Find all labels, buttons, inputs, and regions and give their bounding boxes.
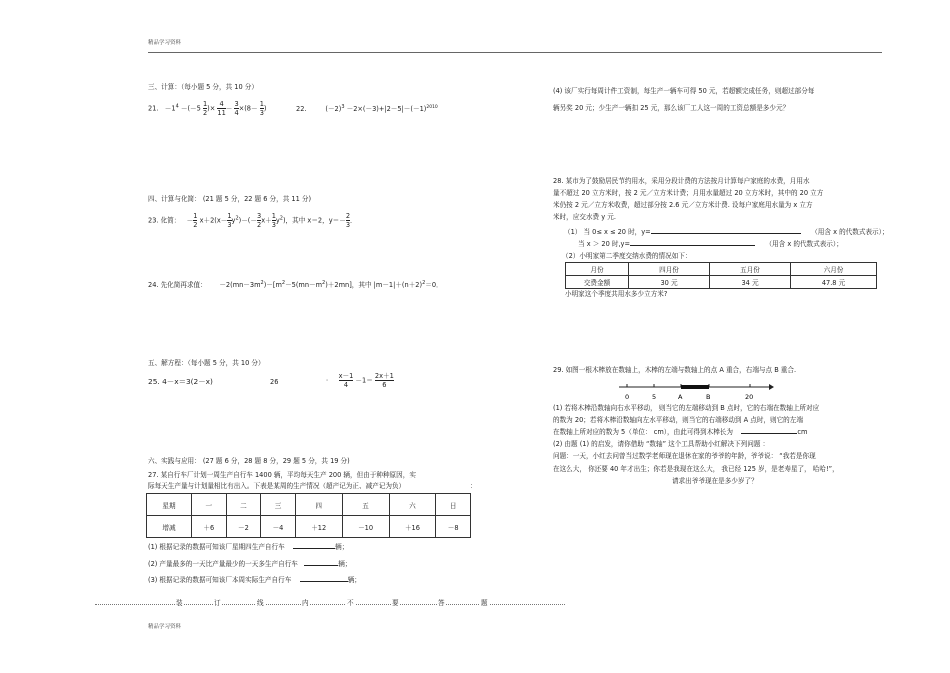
question-27-part4-line2: 辆另奖 20 元；少生产一辆扣 25 元，那么该厂工人这一周的工资总额是多少元？ <box>553 104 790 112</box>
question-28-final: 小明家这个季度共用水多少立方米? <box>565 290 668 298</box>
binding-char: 要 <box>392 599 399 607</box>
question-27-part4-line1: (4) 该厂实行每周计件工资制，每生产一辆车可得 50 元，若超额完成任务，则超过部分每 <box>553 87 815 95</box>
binding-char: 不 <box>347 599 354 607</box>
water-fee-table <box>565 262 877 289</box>
table-cell: －2 <box>226 516 261 538</box>
question-29-part2-line4: 请求出爷爷现在是多少岁了？ <box>672 477 758 485</box>
table-cell: 增减 <box>147 516 192 538</box>
question-29-part1-line2: 的数为 20；若将木棒沿数轴向左水平移动，则当它的右端移动到 A 点时，则它的左端 <box>553 416 803 424</box>
binding-char: 内 <box>302 599 309 607</box>
arrow-icon <box>769 384 774 390</box>
section-6-title: 六、实践与应用： (27 题 6 分，28 题 8 分，29 题 5 分，共 19 分) <box>148 457 350 465</box>
production-table <box>146 493 471 538</box>
binding-char: 装 <box>176 599 183 607</box>
axis-label: 20 <box>745 393 754 401</box>
question-26: · $\frac{x-1}{4}$ －1＝ $\frac{2x+1}{6}$ <box>326 372 394 389</box>
question-24: 24. 先化简再求值： $-2(mn-3m^2)-[m^2-5(mn-m^2)+2mn]$，其中 $|m-1|+(n+2)^2=0$． <box>148 280 443 290</box>
question-27-part2: (2) 产量最多的一天比产量最少的一天多生产自行车 辆； <box>148 560 352 568</box>
axis-label: A <box>678 393 683 401</box>
question-21: 21. $-1^4 -(-5$ $\frac{1}{2}$ )× $\frac{4}{11}$ － $\frac{3}{4}$ ×(8－ $\frac{1}{3}$ ) <box>148 100 267 117</box>
binding-line <box>95 604 565 605</box>
axis-label: B <box>706 393 711 401</box>
section-3-title: 三、计算：（每小题 5 分，共 10 分） <box>148 83 258 91</box>
table-header-cell: 六月份 <box>791 263 877 276</box>
question-29-line1: 29. 如图一根木棒放在数轴上，木棒的左端与数轴上的点 A 重合，右端与点 B 重合. <box>553 366 797 374</box>
question-29-part1-line1: (1) 若将木棒沿数轴向右水平移动， 则当它的左端移动到 B 点时，它的右端在数轴上所对应 <box>553 404 820 412</box>
answer-blank[interactable] <box>293 548 335 549</box>
question-29-part2-line1: (2) 由题 (1) 的启发，请你借助 “数轴” 这个工具帮助小红解决下列问题 ： <box>553 440 770 448</box>
question-28-line3: 米仍按 2 元／立方米收费，超过部分按 2.6 元／立方米计费. 设每户家庭用水量为 x 立方 <box>553 201 813 209</box>
binding-char: 答 <box>438 599 445 607</box>
question-22: 22. $(-2)^3 -2\times(-3)+|2-5|-(-1)^{2010}$ <box>296 104 438 114</box>
binding-char: 线 <box>257 599 264 607</box>
answer-blank[interactable] <box>304 565 338 566</box>
section-5-title: 五、解方程：（每小题 5 分，共 10 分） <box>148 359 265 367</box>
table-cell: ＋12 <box>295 516 342 538</box>
question-27-part3: (3) 根据记录的数据可知该厂本周实际生产自行车 辆； <box>148 576 361 584</box>
table-cell: －10 <box>342 516 389 538</box>
table-header-cell: 星期 <box>147 494 192 516</box>
question-29-part2-line2: 问题：一天，小红去问曾当过数学老师现在退休在家的爷爷的年龄，爷爷说： “我若是你现 <box>553 452 816 460</box>
table-header-cell: 四 <box>295 494 342 516</box>
question-27-colon: ： <box>470 482 477 490</box>
question-27-line2: 际每天生产量与计划量相比有出入。下表是某周的生产情况（超产记为正、减产记为负） <box>148 482 406 490</box>
question-27-line1: 27. 某自行车厂计划一周生产自行车 1400 辆，平均每天生产 200 辆，但由于种种原因，实 <box>148 471 416 479</box>
answer-blank[interactable] <box>741 433 797 434</box>
answer-blank[interactable] <box>300 581 348 582</box>
question-28-part1a: （1） 当 0≤ x ≤ 20 时，y= （用含 x 的代数式表示）； <box>564 228 889 236</box>
question-23: 23. 化简： － $\frac{1}{2}$ x＋2(x－ $\frac{1}{3}$ $y^2)-(-$ $\frac{3}{2}$ x＋ $\frac{1}{3}$ $y^2$)，其中 x＝2，y＝－ $\frac{2}{3}$ ． <box>148 212 357 229</box>
footer-watermark: 精品学习资料 <box>148 624 182 630</box>
question-28-part1b: 当 x ＞ 20 时,y= （用含 x 的代数式表示）； <box>578 240 843 248</box>
table-header-cell: 六 <box>389 494 436 516</box>
table-header-cell: 三 <box>261 494 296 516</box>
table-cell: 47.8 元 <box>791 276 877 289</box>
question-26-label: 26 <box>270 378 279 386</box>
table-cell: 30 元 <box>629 276 710 289</box>
table-cell: 交费金额 <box>566 276 629 289</box>
section-4-title: 四、计算与化简： (21 题 5 分，22 题 6 分，共 11 分) <box>148 195 312 203</box>
question-29-part1-line3: 在数轴上所对应的数为 5（单位： cm），由此可得到木棒长为 cm <box>553 428 808 436</box>
wooden-stick <box>681 385 709 389</box>
answer-blank[interactable] <box>651 233 801 234</box>
table-cell: －8 <box>436 516 471 538</box>
table-header-cell: 四月份 <box>629 263 710 276</box>
answer-blank[interactable] <box>630 245 755 246</box>
binding-char: 订 <box>214 599 221 607</box>
table-header-cell: 日 <box>436 494 471 516</box>
header-watermark-top: 精品学习资料 <box>148 40 182 46</box>
axis-label: 0 <box>625 393 630 401</box>
table-cell: －4 <box>261 516 296 538</box>
axis-label: 5 <box>652 393 657 401</box>
table-header-cell: 五月份 <box>710 263 791 276</box>
question-25: 25. 4－x＝3(2－x) <box>148 377 213 386</box>
question-28-line1: 28. 某市为了鼓励居民节约用水，采用分段计费的方法按月计算每户家庭的水费，月用水 <box>553 177 810 185</box>
question-28-line4: 米时，应交水费 y 元. <box>553 213 616 221</box>
binding-char: 题 <box>481 599 488 607</box>
table-header-cell: 五 <box>342 494 389 516</box>
table-cell: ＋16 <box>389 516 436 538</box>
table-cell: ＋6 <box>192 516 227 538</box>
question-28-part2: （2）小明家第二季度交纳水费的情况如下： <box>562 252 692 260</box>
question-28-line2: 量不超过 20 立方米时，按 2 元／立方米计费；月用水量超过 20 立方米时，其中的 20 立方 <box>553 189 824 197</box>
question-29-part2-line3: 在这么大， 你还要 40 年才出生；你若是我现在这么大， 我已经 125 岁，是老寿星了， 哈哈!”， <box>553 465 839 473</box>
header-rule <box>148 52 882 53</box>
question-27-part1: (1) 根据记录的数据可知该厂星期四生产自行车 辆； <box>148 543 349 551</box>
table-header-cell: 月份 <box>566 263 629 276</box>
table-header-cell: 二 <box>226 494 261 516</box>
table-header-cell: 一 <box>192 494 227 516</box>
number-line-diagram <box>615 380 775 402</box>
table-cell: 34 元 <box>710 276 791 289</box>
